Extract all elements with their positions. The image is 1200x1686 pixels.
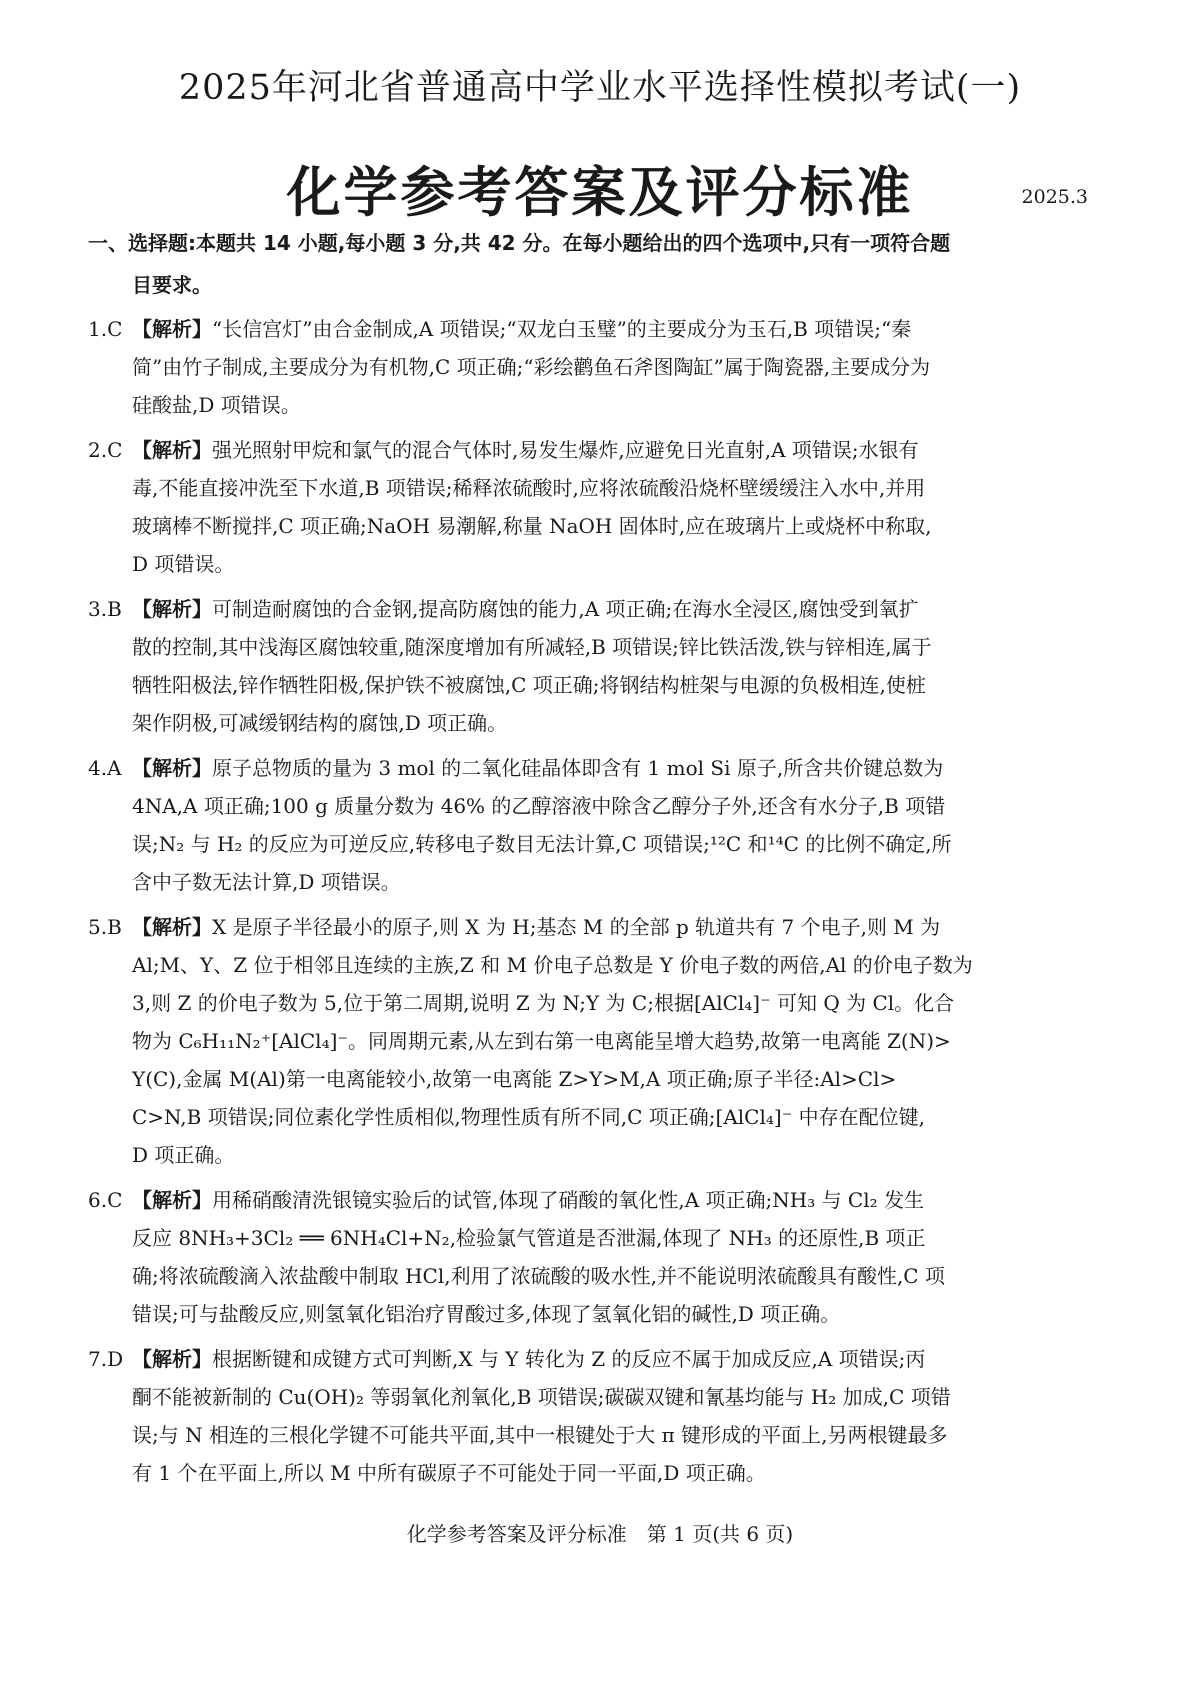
answer-item [88,749,1120,901]
answer-text-line: 架作阴极,可减缓钢结构的腐蚀,D 项正确。 [132,711,508,735]
answer-first-line [88,749,1120,787]
answer-number: 2.C [88,438,123,462]
answer-number: 1.C [88,317,123,341]
answer-text-line: Y(C),金属 M(Al)第一电离能较小,故第一电离能 Z>Y>M,A 项正确;原子半径:Al>Cl> [132,1067,897,1091]
answer-text-line: 毒,不能直接冲洗至下水道,B 项错误;稀释浓硫酸时,应将浓硫酸沿烧杯壁缓缓注入水中,并用 [132,476,926,500]
answer-text-line: 散的控制,其中浅海区腐蚀较重,随深度增加有所减轻,B 项错误;锌比铁活泼,铁与锌相连,属于 [132,635,932,659]
answer-number: 4.A [88,756,122,780]
answer-number: 6.C [88,1188,123,1212]
analysis-tag: 【解析】 [132,915,212,939]
answer-text-line: 酮不能被新制的 Cu(OH)₂ 等弱氧化剂氧化,B 项错误;碳碳双键和氰基均能与 H₂ 加成,C 项错 [132,1385,951,1409]
answer-text-line: 简”由竹子制成,主要成分为有机物,C 项正确;“彩绘鹳鱼石斧图陶缸”属于陶瓷器,主要成分为 [132,355,931,379]
answer-first-line [88,590,1120,628]
analysis-tag: 【解析】 [132,1188,212,1212]
answer-text: 可制造耐腐蚀的合金钢,提高防腐蚀的能力,A 项正确;在海水全浸区,腐蚀受到氧扩 [212,597,919,621]
answer-text-line: 玻璃棒不断搅拌,C 项正确;NaOH 易潮解,称量 NaOH 固体时,应在玻璃片上或烧杯中称取, [132,514,932,538]
section-heading-line1: 一、选择题:本题共 14 小题,每小题 3 分,共 42 分。在每小题给出的四个选项中,只有一项符合题 [88,231,951,255]
answer-text-line: Al;M、Y、Z 位于相邻且连续的主族,Z 和 M 价电子总数是 Y 价电子数的两倍,Al 的价电子数为 [132,953,973,977]
page-footer: 化学参考答案及评分标准 第 1 页(共 6 页) [406,1522,794,1546]
analysis-tag: 【解析】 [132,1347,212,1371]
answer-first-line [88,1340,1120,1378]
answer-item [88,1181,1120,1333]
answer-text: 原子总物质的量为 3 mol 的二氧化硅晶体即含有 1 mol Si 原子,所含共价键总数为 [212,756,944,780]
answer-number: 7.D [88,1347,124,1371]
answer-text-line: 含中子数无法计算,D 项错误。 [132,870,401,894]
answer-number: 5.B [88,915,122,939]
answer-text-line: 有 1 个在平面上,所以 M 中所有碳原子不可能处于同一平面,D 项正确。 [132,1461,766,1485]
answer-text: 强光照射甲烷和氯气的混合气体时,易发生爆炸,应避免日光直射,A 项错误;水银有 [212,438,919,462]
page-title: 化学参考答案及评分标准 [286,161,914,224]
answer-text-line: 误;N₂ 与 H₂ 的反应为可逆反应,转移电子数目无法计算,C 项错误;¹²C 和¹⁴C 的比例不确定,所 [132,832,952,856]
answer-item [88,1340,1120,1492]
answer-number: 3.B [88,597,122,621]
answer-text: 用稀硝酸清洗银镜实验后的试管,体现了硝酸的氧化性,A 项正确;NH₃ 与 Cl₂ 发生 [212,1188,925,1212]
answer-list [88,310,1120,1499]
answer-text: X 是原子半径最小的原子,则 X 为 H;基态 M 的全部 p 轨道共有 7 个电子,则 M 为 [212,915,941,939]
analysis-tag: 【解析】 [132,597,212,621]
answer-text-line: 牺牲阳极法,锌作牺牲阳极,保护铁不被腐蚀,C 项正确;将钢结构桩架与电源的负极相连,使桩 [132,673,926,697]
answer-text-line: D 项正确。 [132,1143,235,1167]
answer-text-line: 物为 C₆H₁₁N₂⁺[AlCl₄]⁻。同周期元素,从左到右第一电离能呈增大趋势,故第一电离能 Z(N)> [132,1029,951,1053]
analysis-tag: 【解析】 [132,756,212,780]
answer-text: “长信宫灯”由合金制成,A 项错误;“双龙白玉璧”的主要成分为玉石,B 项错误;“秦 [212,317,912,341]
answer-text-line: 确;将浓硫酸滴入浓盐酸中制取 HCl,利用了浓硫酸的吸水性,并不能说明浓硫酸具有酸性,C 项 [132,1264,945,1288]
answer-first-line [88,431,1120,469]
answer-text-line: 误;与 N 相连的三根化学键不可能共平面,其中一根键处于大 π 键形成的平面上,另两根键最多 [132,1423,948,1447]
answer-text-line: 4NA,A 项正确;100 g 质量分数为 46% 的乙醇溶液中除含乙醇分子外,还含有水分子,B 项错 [132,794,946,818]
section-heading-line2: 目要求。 [132,273,212,297]
answer-text-line: 3,则 Z 的价电子数为 5,位于第二周期,说明 Z 为 N;Y 为 C;根据[AlCl₄]⁻ 可知 Q 为 Cl。化合 [132,991,955,1015]
answer-first-line [88,310,1120,348]
analysis-tag: 【解析】 [132,438,212,462]
answer-item [88,310,1120,424]
answer-first-line [88,1181,1120,1219]
answer-item [88,431,1120,583]
answer-first-line [88,908,1120,946]
answer-text: 根据断键和成键方式可判断,X 与 Y 转化为 Z 的反应不属于加成反应,A 项错误;丙 [212,1347,926,1371]
answer-text-line: C>N,B 项错误;同位素化学性质相似,物理性质有所不同,C 项正确;[AlCl₄]⁻ 中存在配位键, [132,1105,925,1129]
exam-title: 2025年河北省普通高中学业水平选择性模拟考试(一) [178,68,1022,108]
answer-item [88,590,1120,742]
answer-text-line: D 项错误。 [132,552,235,576]
answer-text-line: 错误;可与盐酸反应,则氢氧化铝治疗胃酸过多,体现了氢氧化铝的碱性,D 项正确。 [132,1302,841,1326]
answer-item [88,908,1120,1174]
document-date: 2025.3 [1021,186,1088,208]
section-heading [88,222,1120,306]
answer-text-line: 硅酸盐,D 项错误。 [132,393,301,417]
analysis-tag: 【解析】 [132,317,212,341]
answer-text-line: 反应 8NH₃+3Cl₂ ══ 6NH₄Cl+N₂,检验氯气管道是否泄漏,体现了 NH₃ 的还原性,B 项正 [132,1226,926,1250]
